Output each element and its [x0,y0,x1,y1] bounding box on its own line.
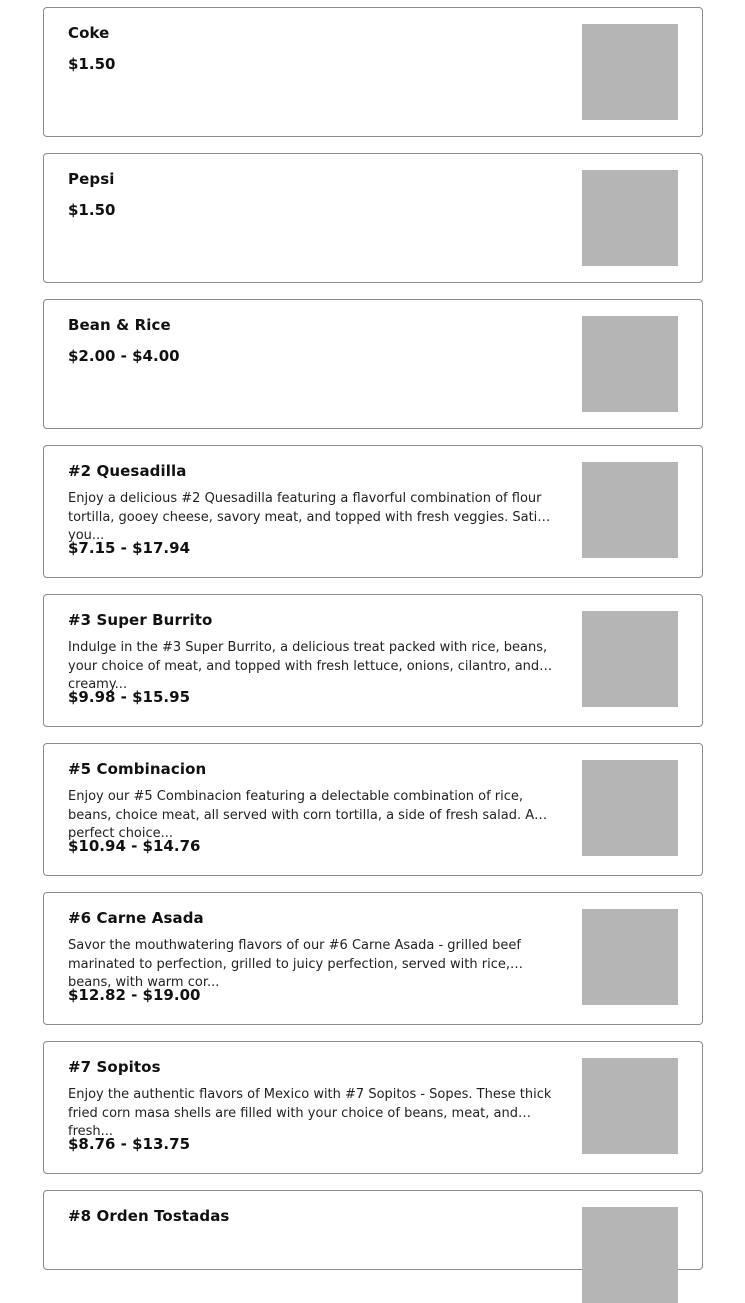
menu-item-list [43,7,703,1270]
menu-item-name: #7 Sopitos [68,1058,161,1076]
menu-item-card-pepsi[interactable] [43,153,703,283]
menu-item-description: Indulge in the #3 Super Burrito, a delicious treat packed with rice, beans, your choice of meat, and topped with fresh lettuce, onions, cilantro, and creamy... [68,640,548,692]
menu-item-image-placeholder [582,24,678,120]
menu-item-price: $8.76 - $13.75 [68,1135,190,1153]
menu-item-image-placeholder [582,909,678,1005]
menu-item-name: #3 Super Burrito [68,611,213,629]
menu-item-name: Coke [68,24,110,42]
menu-item-name: Bean & Rice [68,316,171,334]
menu-item-image-placeholder [582,1058,678,1154]
menu-item-image-placeholder [582,760,678,856]
menu-item-price: $12.82 - $19.00 [68,986,201,1004]
menu-item-card-orden-tostadas[interactable] [43,1190,703,1270]
menu-item-card-bean-rice[interactable] [43,299,703,429]
menu-item-card-combinacion[interactable] [43,743,703,876]
menu-item-image-placeholder [582,170,678,266]
menu-item-price: $1.50 [68,201,116,219]
menu-item-description: Enjoy our #5 Combinacion featuring a delectable combination of rice, beans, choice meat, all served with corn tortilla, a side of fresh salad. A perfect choice... [68,789,535,841]
menu-item-price: $2.00 - $4.00 [68,347,180,365]
menu-item-card-coke[interactable] [43,7,703,137]
menu-item-name: #6 Carne Asada [68,909,204,927]
menu-item-name: Pepsi [68,170,115,188]
menu-item-image-placeholder [582,611,678,707]
menu-item-price: $9.98 - $15.95 [68,688,190,706]
menu-item-card-carne-asada[interactable] [43,892,703,1025]
menu-item-card-sopitos[interactable] [43,1041,703,1174]
menu-item-description: Enjoy the authentic flavors of Mexico with #7 Sopitos - Sopes. These thick fried corn masa shells are filled with your choice of beans, meat, and fresh... [68,1087,552,1139]
menu-item-price: $10.94 - $14.76 [68,837,201,855]
menu-item-image-placeholder [582,1207,678,1303]
menu-item-price: $1.50 [68,55,116,73]
menu-item-name: #8 Orden Tostadas [68,1207,230,1225]
menu-item-image-placeholder [582,316,678,412]
menu-item-price: $7.15 - $17.94 [68,539,190,557]
menu-item-image-placeholder [582,462,678,558]
menu-item-description: Savor the mouthwatering flavors of our #6 Carne Asada - grilled beef marinated to perfection, grilled to juicy perfection, served with rice, beans, with warm cor... [68,938,521,990]
menu-item-description: Enjoy a delicious #2 Quesadilla featuring a flavorful combination of flour tortilla, gooey cheese, savory meat, and topped with fresh veggies. Satisfy you... [68,491,557,543]
menu-item-card-quesadilla[interactable] [43,445,703,578]
menu-item-name: #2 Quesadilla [68,462,187,480]
menu-item-card-super-burrito[interactable] [43,594,703,727]
menu-item-name: #5 Combinacion [68,760,207,778]
